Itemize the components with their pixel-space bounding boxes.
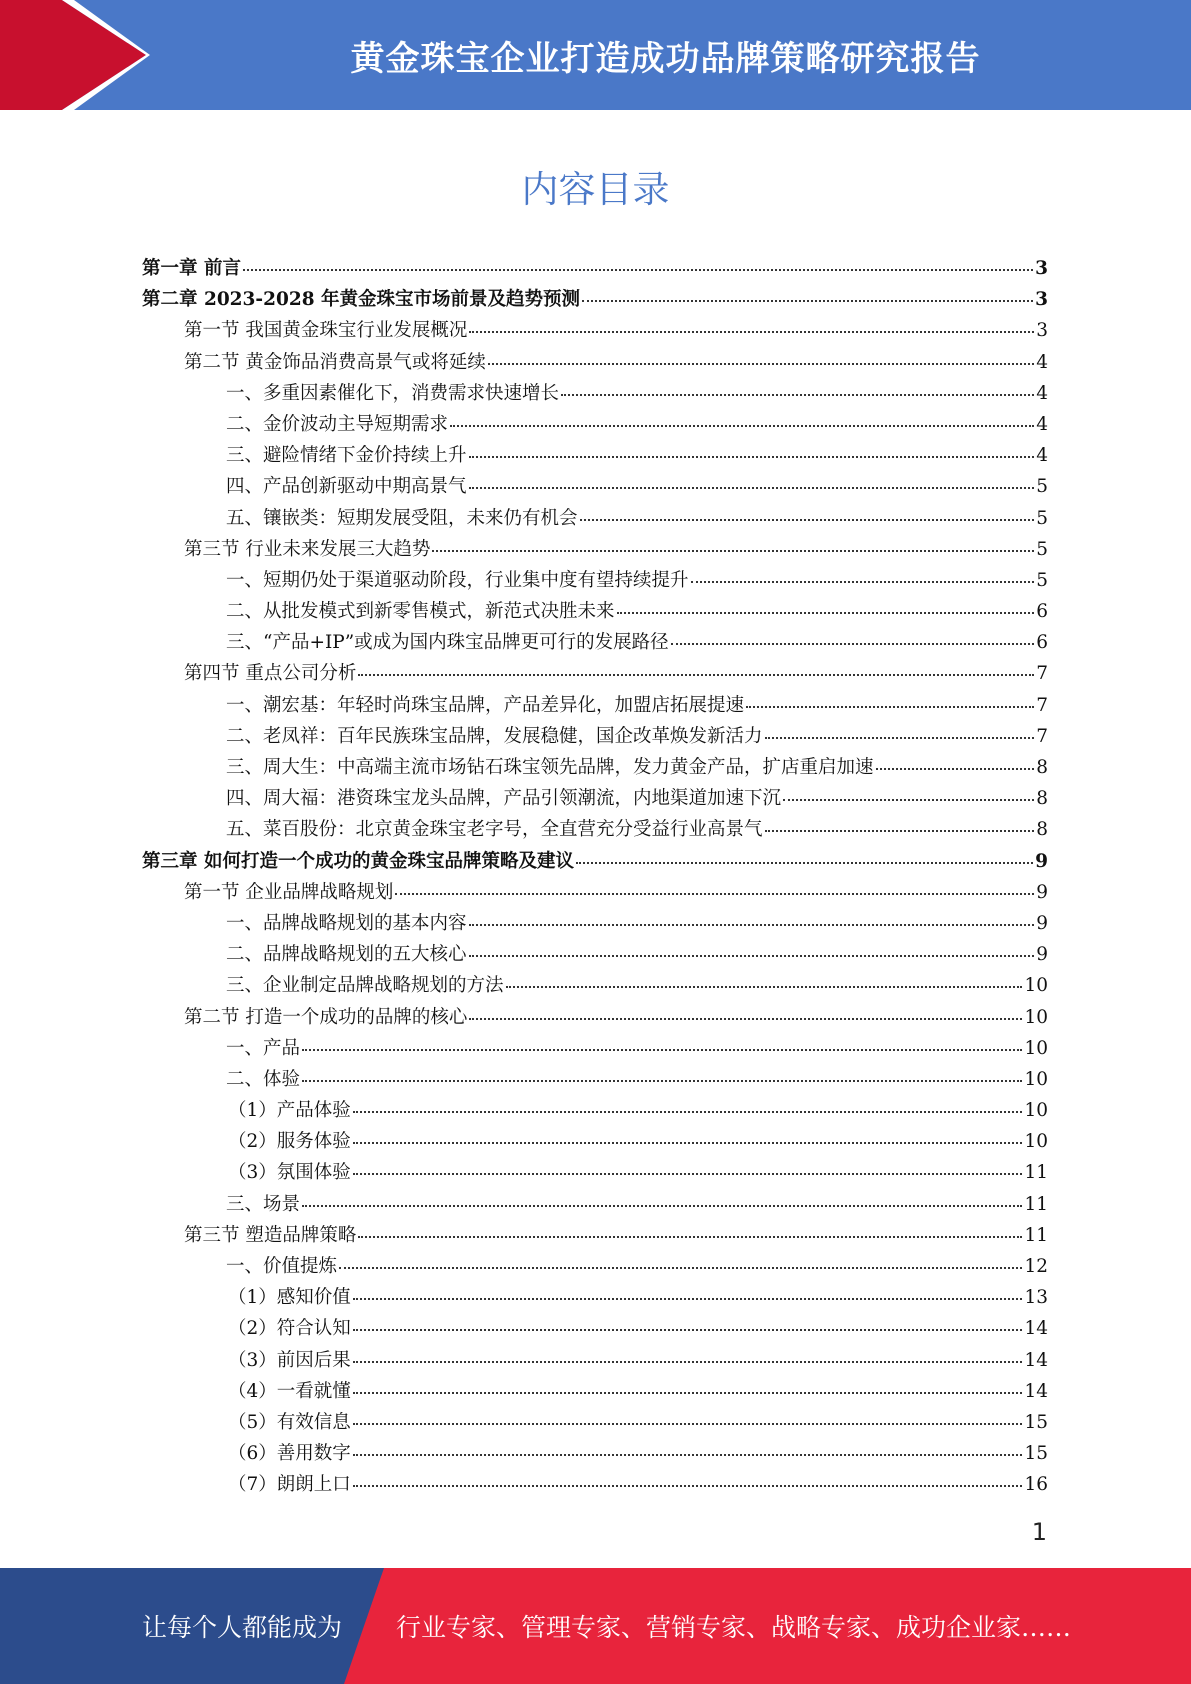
- toc-entry-title: 三、避险情绪下金价持续上升: [226, 445, 467, 467]
- toc-entry-page: 11: [1024, 1193, 1048, 1215]
- toc-entry-page: 10: [1024, 1100, 1048, 1122]
- toc-heading: 内容目录: [521, 168, 670, 211]
- toc-entry-page: 11: [1024, 1224, 1048, 1246]
- toc-entry-page: 5: [1036, 507, 1048, 529]
- toc-entry-title: （2）符合认知: [228, 1318, 351, 1340]
- toc-entry-title: 第三节 行业未来发展三大趋势: [184, 538, 431, 560]
- toc-entry[interactable]: [142, 940, 1048, 971]
- footer-banner: [0, 1568, 1191, 1684]
- toc-entry[interactable]: [142, 1470, 1048, 1501]
- toc-entry-page: 3: [1035, 258, 1048, 279]
- toc-entry-title: （2）服务体验: [228, 1131, 351, 1153]
- toc-entry-page: 7: [1036, 725, 1048, 747]
- toc-leader-dots: [580, 518, 1035, 521]
- toc-leader-dots: [450, 424, 1034, 427]
- header-banner: [0, 0, 1191, 110]
- toc-entry-title: （1）产品体验: [228, 1100, 351, 1122]
- toc-leader-dots: [469, 486, 1035, 489]
- toc-leader-dots: [358, 1235, 1022, 1238]
- toc-entry-title: （3）氛围体验: [228, 1162, 351, 1184]
- toc-entry-title: 三、周大生：中高端主流市场钻石珠宝领先品牌，发力黄金产品，扩店重启加速: [226, 757, 874, 778]
- toc-entry-page: 9: [1036, 881, 1048, 903]
- toc-entry-page: 14: [1024, 1318, 1048, 1340]
- toc-leader-dots: [469, 923, 1035, 926]
- toc-entry-title: 第四节 重点公司分析: [184, 663, 357, 685]
- toc-entry-page: 4: [1036, 445, 1048, 467]
- toc-leader-dots: [353, 1297, 1023, 1300]
- toc-leader-dots: [302, 1079, 1022, 1082]
- toc-entry[interactable]: [142, 566, 1048, 597]
- toc-leader-dots: [691, 580, 1035, 583]
- toc-leader-dots: [876, 767, 1035, 770]
- toc-leader-dots: [243, 268, 1033, 271]
- toc-leader-dots: [469, 1017, 1022, 1020]
- toc-entry-title: 第一节 企业品牌战略规划: [184, 881, 394, 903]
- toc-leader-dots: [671, 642, 1035, 645]
- toc-entry[interactable]: [142, 628, 1048, 659]
- toc-entry[interactable]: [142, 1065, 1048, 1096]
- toc-entry-title: 第一章 前言: [142, 258, 241, 279]
- toc-leader-dots: [353, 1453, 1023, 1456]
- toc-entry[interactable]: [142, 441, 1048, 472]
- toc-entry-title: 三、企业制定品牌战略规划的方法: [226, 975, 504, 997]
- toc-leader-dots: [353, 1422, 1023, 1425]
- toc-entry-title: （4）一看就懂: [228, 1380, 351, 1402]
- toc-entry[interactable]: [142, 1377, 1048, 1408]
- toc-entry-title: （6）善用数字: [228, 1443, 351, 1465]
- toc-entry-page: 15: [1024, 1411, 1048, 1433]
- footer-slogan-left: 让每个人都能成为: [142, 1613, 343, 1642]
- toc-entry-title: 一、价值提炼: [226, 1256, 338, 1277]
- toc-entry-title: 四、周大福：港资珠宝龙头品牌，产品引领潮流，内地渠道加速下沉: [226, 788, 782, 810]
- toc-leader-dots: [353, 1328, 1023, 1331]
- toc-entry-title: 第二章 2023-2028 年黄金珠宝市场前景及趋势预测: [142, 289, 581, 311]
- toc-entry[interactable]: [142, 1158, 1048, 1189]
- toc-entry[interactable]: [142, 535, 1048, 566]
- toc-leader-dots: [488, 362, 1034, 365]
- toc-entry-page: 9: [1036, 944, 1048, 966]
- toc-leader-dots: [576, 861, 1033, 864]
- toc-entry[interactable]: [142, 1408, 1048, 1439]
- toc-entry-title: （1）感知价值: [228, 1287, 351, 1309]
- toc-entry[interactable]: [142, 597, 1048, 628]
- toc-entry[interactable]: [142, 722, 1048, 753]
- toc-leader-dots: [582, 299, 1033, 302]
- toc-leader-dots: [469, 330, 1034, 333]
- toc-entry[interactable]: [142, 909, 1048, 940]
- toc-entry-title: 三、“产品+IP”或成为国内珠宝品牌更可行的发展路径: [226, 632, 669, 654]
- toc-entry[interactable]: [142, 254, 1048, 285]
- toc-leader-dots: [506, 985, 1023, 988]
- toc-entry-page: 11: [1024, 1162, 1048, 1184]
- toc-leader-dots: [353, 1110, 1023, 1113]
- toc-leader-dots: [746, 705, 1034, 708]
- toc-entry-page: 8: [1036, 819, 1048, 841]
- toc-entry[interactable]: [142, 379, 1048, 410]
- toc-entry-title: 五、镶嵌类：短期发展受阻，未来仍有机会: [226, 507, 578, 529]
- toc-leader-dots: [302, 1048, 1022, 1051]
- toc-leader-dots: [617, 611, 1035, 614]
- toc-leader-dots: [469, 455, 1035, 458]
- toc-entry[interactable]: [142, 1127, 1048, 1158]
- toc-entry-page: 4: [1036, 351, 1048, 373]
- toc-entry[interactable]: [142, 1252, 1048, 1283]
- toc-entry-title: 四、产品创新驱动中期高景气: [226, 476, 467, 498]
- toc-entry[interactable]: [142, 815, 1048, 846]
- toc-leader-dots: [302, 1204, 1022, 1207]
- toc-entry-title: 五、菜百股份：北京黄金珠宝老字号，全直营充分受益行业高景气: [226, 819, 763, 841]
- toc-entry-page: 5: [1036, 538, 1048, 560]
- toc-entry-title: 二、从批发模式到新零售模式，新范式决胜未来: [226, 601, 615, 623]
- toc-entry-page: 10: [1024, 1131, 1048, 1153]
- toc-entry-page: 6: [1036, 632, 1048, 654]
- page-number: 1: [1031, 1518, 1047, 1546]
- toc-entry[interactable]: [142, 784, 1048, 815]
- toc-entry-title: 第二节 打造一个成功的品牌的核心: [184, 1006, 468, 1028]
- toc-entry[interactable]: [142, 1190, 1048, 1221]
- toc-entry[interactable]: [142, 753, 1048, 784]
- toc-entry-page: 12: [1024, 1256, 1048, 1277]
- toc-entry[interactable]: [142, 472, 1048, 503]
- table-of-contents: [142, 254, 1048, 1502]
- toc-leader-dots: [353, 1172, 1023, 1175]
- toc-entry[interactable]: [142, 410, 1048, 441]
- toc-leader-dots: [395, 892, 1034, 895]
- toc-entry-title: 一、产品: [226, 1037, 301, 1059]
- toc-entry-title: 二、金价波动主导短期需求: [226, 413, 449, 435]
- toc-entry[interactable]: [142, 285, 1048, 316]
- toc-entry[interactable]: [142, 1003, 1048, 1034]
- toc-leader-dots: [561, 393, 1034, 396]
- toc-entry-page: 5: [1036, 476, 1048, 498]
- toc-entry[interactable]: [142, 659, 1048, 690]
- toc-entry-title: 第三章 如何打造一个成功的黄金珠宝品牌策略及建议: [142, 850, 574, 872]
- toc-entry-page: 9: [1035, 850, 1048, 872]
- toc-entry-page: 7: [1036, 663, 1048, 685]
- toc-entry-page: 10: [1024, 1006, 1048, 1028]
- toc-leader-dots: [469, 954, 1035, 957]
- toc-entry-page: 14: [1024, 1380, 1048, 1402]
- toc-entry[interactable]: [142, 504, 1048, 535]
- toc-entry-page: 8: [1036, 757, 1048, 778]
- toc-entry-page: 9: [1036, 912, 1048, 934]
- toc-entry[interactable]: [142, 1439, 1048, 1470]
- toc-entry-title: 二、体验: [226, 1068, 301, 1090]
- toc-entry-page: 4: [1036, 382, 1048, 404]
- toc-entry-title: 一、潮宏基：年轻时尚珠宝品牌，产品差异化，加盟店拓展提速: [226, 694, 745, 716]
- report-title: 黄金珠宝企业打造成功品牌策略研究报告: [350, 38, 981, 79]
- toc-entry-page: 10: [1024, 1068, 1048, 1090]
- toc-entry-page: 6: [1036, 601, 1048, 623]
- toc-entry-title: （7）朗朗上口: [228, 1474, 351, 1496]
- toc-leader-dots: [432, 549, 1034, 552]
- toc-entry[interactable]: [142, 1221, 1048, 1252]
- toc-leader-dots: [353, 1360, 1023, 1363]
- toc-leader-dots: [353, 1141, 1023, 1144]
- toc-leader-dots: [765, 829, 1035, 832]
- toc-leader-dots: [358, 673, 1034, 676]
- toc-entry[interactable]: [142, 971, 1048, 1002]
- toc-entry[interactable]: [142, 1096, 1048, 1127]
- toc-entry-page: 3: [1036, 320, 1048, 342]
- toc-leader-dots: [765, 736, 1035, 739]
- toc-entry-title: （3）前因后果: [228, 1349, 351, 1371]
- toc-entry[interactable]: [142, 316, 1048, 347]
- toc-entry-page: 4: [1036, 413, 1048, 435]
- toc-entry-title: 一、多重因素催化下，消费需求快速增长: [226, 382, 560, 404]
- toc-entry[interactable]: [142, 1314, 1048, 1345]
- toc-entry[interactable]: [142, 878, 1048, 909]
- toc-leader-dots: [353, 1391, 1023, 1394]
- toc-entry[interactable]: [142, 691, 1048, 722]
- toc-entry-page: 16: [1024, 1474, 1048, 1496]
- toc-entry-page: 3: [1035, 289, 1048, 311]
- toc-entry-page: 7: [1036, 694, 1048, 716]
- toc-entry-title: 第二节 黄金饰品消费高景气或将延续: [184, 351, 486, 373]
- toc-leader-dots: [783, 798, 1034, 801]
- toc-entry-title: 二、老凤祥：百年民族珠宝品牌，发展稳健，国企改革焕发新活力: [226, 725, 763, 747]
- header-red-chevron: [0, 0, 150, 110]
- toc-leader-dots: [339, 1266, 1022, 1269]
- toc-entry-title: 第一节 我国黄金珠宝行业发展概况: [184, 320, 468, 342]
- toc-entry[interactable]: [142, 1346, 1048, 1377]
- toc-entry[interactable]: [142, 1034, 1048, 1065]
- footer-slogan-right: 行业专家、管理专家、营销专家、战略专家、成功企业家……: [396, 1613, 1072, 1642]
- toc-entry-title: 二、品牌战略规划的五大核心: [226, 944, 467, 966]
- toc-entry-page: 14: [1024, 1349, 1048, 1371]
- toc-entry-title: 一、短期仍处于渠道驱动阶段，行业集中度有望持续提升: [226, 569, 689, 591]
- toc-entry[interactable]: [142, 847, 1048, 878]
- toc-entry-page: 10: [1024, 1037, 1048, 1059]
- toc-entry[interactable]: [142, 1283, 1048, 1314]
- toc-entry-title: （5）有效信息: [228, 1411, 351, 1433]
- toc-entry-page: 5: [1036, 569, 1048, 591]
- toc-entry-title: 三、场景: [226, 1193, 301, 1215]
- toc-entry-page: 13: [1024, 1287, 1048, 1309]
- toc-leader-dots: [353, 1484, 1023, 1487]
- toc-entry-page: 8: [1036, 788, 1048, 810]
- toc-entry[interactable]: [142, 348, 1048, 379]
- toc-entry-page: 10: [1024, 975, 1048, 997]
- toc-entry-title: 第三节 塑造品牌策略: [184, 1224, 357, 1246]
- toc-entry-page: 15: [1024, 1443, 1048, 1465]
- toc-entry-title: 一、品牌战略规划的基本内容: [226, 912, 467, 934]
